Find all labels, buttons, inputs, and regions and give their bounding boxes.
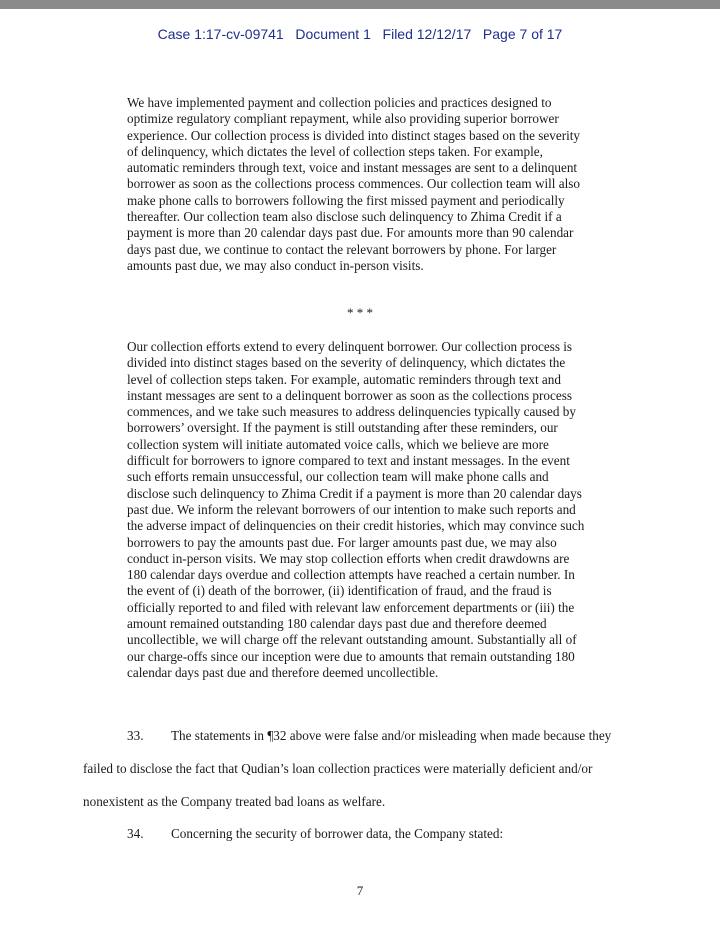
paragraph-number: 34.	[127, 826, 144, 841]
block-quote-1: We have implemented payment and collection policies and practices designed to optimize regulatory compliant repayment, while also providing superior borrower experience. Our collection process is divided into distinct stages based on the severity of delinquency, which dictates the level of collection steps taken. For example, automatic reminders through text, voice and instant messages are sent to a delinquent borrower as soon as the collections process commences. Our collection team will also make phone calls to borrowers following the first missed payment and periodically thereafter. Our collection team also disclose such delinquency to Zhima Credit if a payment is more than 20 calendar days past due. For amounts more than 90 calendar days past due, we continue to contact the relevant borrowers by phone. For larger amounts past due, we may also conduct in-person visits.	[127, 95, 581, 273]
paragraph-number: 33.	[127, 728, 144, 743]
block-quote-2: Our collection efforts extend to every delinquent borrower. Our collection process is divided into distinct stages based on the severity of delinquency, which dictates the level of collection steps taken. For example, automatic reminders through text and instant messages are sent to a delinquent borrower as soon as the collections process commences, and we take such measures to address delinquencies typically caused by borrowers’ oversight. If the payment is still outstanding after these reminders, our collection system will initiate automated voice calls, which we believe are more difficult for borrowers to ignore compared to text and instant messages. In the event such efforts remain unsuccessful, our collection team will make phone calls and disclose such delinquency to Zhima Credit if a payment is more than 20 calendar days past due. We inform the relevant borrowers of our intention to make such reports and the adverse impact of delinquencies on their credit histories, which may convince such borrowers to pay the amounts past due. For larger amounts past due, we may also conduct in-person visits. We may stop collection efforts when credit drawdowns are 180 calendar days overdue and collection attempts have reached a certain number. In the event of (i) death of the borrower, (ii) identification of fraud, and the fraud is officially reported to and filed with relevant law enforcement departments or (iii) the amount remained outstanding 180 calendar days past due and therefore deemed uncollectible, we will charge off the relevant outstanding amount. Substantially all of our charge-offs since our inception were due to amounts that remain outstanding 180 calendar days past due and therefore deemed uncollectible.	[127, 339, 585, 680]
viewer-top-bar	[0, 0, 720, 9]
paragraph-33	[83, 719, 638, 818]
section-separator: * * *	[347, 305, 373, 320]
paragraph-34	[83, 817, 638, 850]
page-number: 7	[356, 883, 364, 898]
case-header: Case 1:17-cv-09741 Document 1 Filed 12/12/17 Page 7 of 17	[157, 26, 563, 42]
paragraph-text: The statements in ¶32 above were false and/or misleading when made because they failed to disclose the fact that Qudian’s loan collection practices were materially deficient and/or nonexistent as the Company treated bad loans as welfare.	[83, 728, 612, 809]
paragraph-text: Concerning the security of borrower data, the Company stated:	[171, 826, 504, 841]
